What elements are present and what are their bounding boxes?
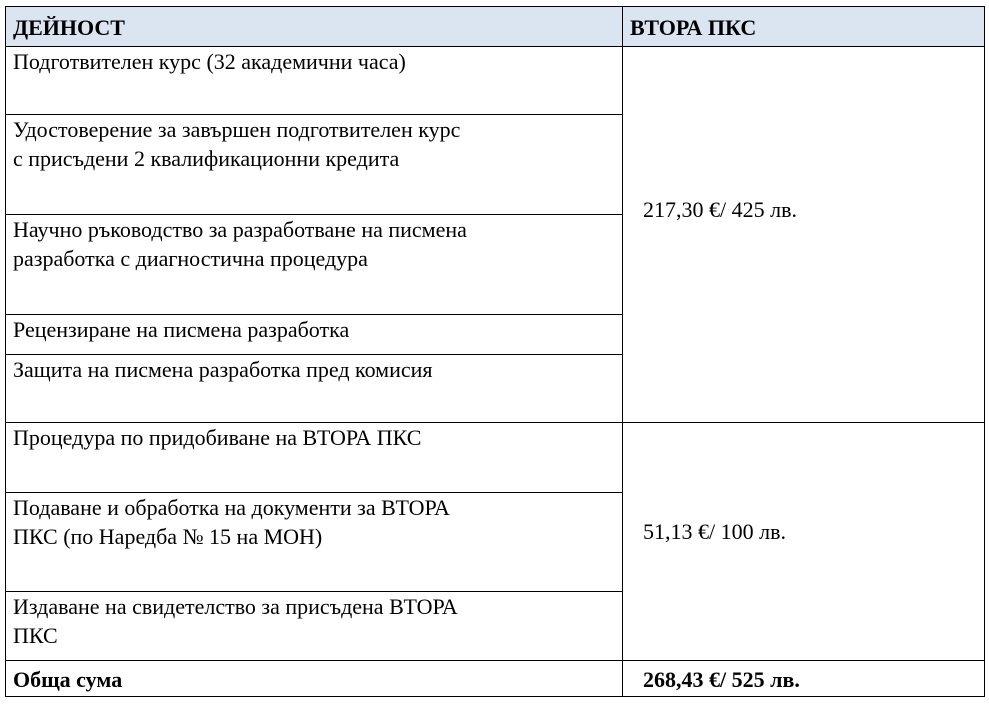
total-value: 268,43 €/ 525 лв. <box>623 661 985 697</box>
total-row <box>6 661 985 697</box>
activity-cell <box>6 355 623 423</box>
activity-text: Удостоверение за завършен подготвителен курс с присъдени 2 квалификационни кредита <box>13 117 461 171</box>
activity-cell <box>6 493 623 592</box>
header-activity: ДЕЙНОСТ <box>6 7 623 47</box>
activity-text: Научно ръководство за разработване на писмена разработка с диагностична процедура <box>13 217 467 271</box>
price-cell-group-b: 51,13 €/ 100 лв. <box>623 423 985 661</box>
activity-cell <box>6 423 623 493</box>
activity-text: Подготвителен курс (32 академични часа) <box>13 49 406 74</box>
total-label: Обща сума <box>6 661 623 697</box>
activity-text: Издаване на свидетелство за присъдена ВТОРА ПКС <box>13 594 458 648</box>
activity-cell <box>6 592 623 661</box>
activity-text: Рецензиране на писмена разработка <box>13 317 350 342</box>
activity-cell <box>6 47 623 115</box>
activity-cell <box>6 115 623 215</box>
activity-cell <box>6 315 623 355</box>
table-header-row <box>6 7 985 47</box>
table-row <box>6 47 985 115</box>
table-row <box>6 423 985 493</box>
header-price: ВТОРА ПКС <box>623 7 985 47</box>
activity-cell <box>6 215 623 315</box>
activity-text: Процедура по придобиване на ВТОРА ПКС <box>13 425 422 450</box>
fee-table <box>5 6 985 697</box>
activity-text: Подаване и обработка на документи за ВТОРА ПКС (по Наредба № 15 на МОН) <box>13 495 450 549</box>
activity-text: Защита на писмена разработка пред комисия <box>13 357 433 382</box>
price-cell-group-a: 217,30 €/ 425 лв. <box>623 47 985 423</box>
